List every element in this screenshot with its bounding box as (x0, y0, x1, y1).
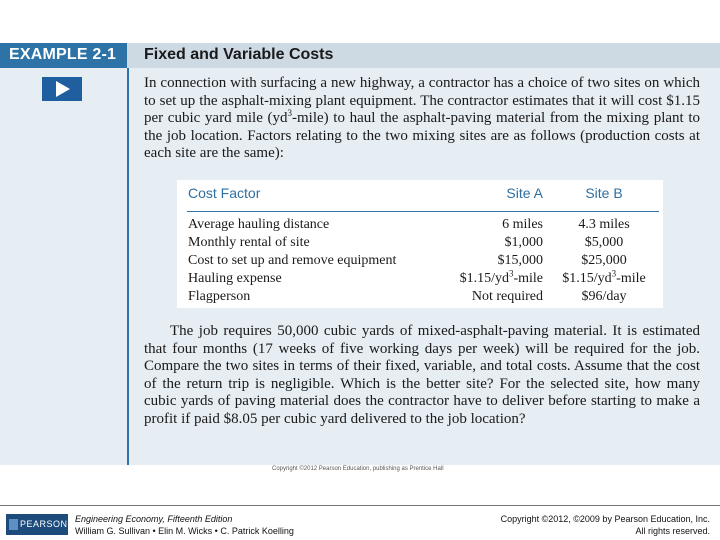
column-header-cost-factor: Cost Factor (188, 185, 261, 201)
problem-paragraph: The job requires 50,000 cubic yards of mixed-asphalt-paving material. It is estimated that four months (17 weeks of five working days per week) will be required for the job. Compare the two sites in terms of their fixed, variable, and total costs. Assume that the cost of the return trip is negligible. Which is the better site? For the selected site, how many cubic yards of paving material does the contractor have to deliver before starting to make a profit if paid $8.05 per cubic yard delivered to the job location? (144, 323, 700, 427)
table-row: Average hauling distance 6 miles 4.3 miles (188, 217, 630, 232)
cost-factor-table (177, 180, 663, 308)
pearson-logo (6, 514, 68, 535)
example-title: Fixed and Variable Costs (144, 46, 334, 63)
book-authors: William G. Sullivan • Elin M. Wicks • C. Patrick Koelling (75, 526, 294, 536)
example-label: EXAMPLE 2-1 (9, 46, 117, 63)
play-icon (42, 77, 82, 101)
table-row: Hauling expense $\$1.15/yd^3$-mile $\$1.15/yd^3$-mile (188, 268, 646, 286)
footer-copyright (501, 513, 710, 537)
example-label-bar (0, 43, 127, 68)
book-title: Engineering Economy, Fifteenth Edition (75, 514, 233, 524)
pearson-logo-text: PEARSON (20, 519, 68, 529)
rights-line: All rights reserved. (635, 526, 710, 536)
column-header-site-a: Site A (506, 185, 543, 201)
pearson-logo-icon (9, 519, 18, 530)
column-header-site-b: Site B (585, 185, 623, 201)
header-rule (187, 211, 659, 212)
table-row: Cost to set up and remove equipment $15,000 $25,000 (188, 253, 627, 268)
table-row: Flagperson Not required $96/day (188, 289, 627, 304)
footer-divider (0, 505, 720, 506)
image-credit: Copyright ©2012 Pearson Education, publishing as Prentice Hall (272, 466, 444, 472)
footer-book-info (75, 513, 294, 537)
copyright-line: Copyright ©2012, ©2009 by Pearson Education, Inc. (500, 514, 710, 524)
play-button[interactable] (42, 77, 82, 101)
title-bar (127, 43, 720, 68)
table-row: Monthly rental of site $1,000 $5,000 (188, 235, 624, 250)
vertical-divider (127, 68, 129, 465)
intro-paragraph: In connection with surfacing a new highway, a contractor has a choice of two sites on which to set up the asphalt-mixing plant equipment. The contractor estimates that it will cost $1.15 per cubic yard mile $(yd^3-mile)$ to haul the asphalt-paving material from the mixing plant to the job location. Factors relating to the two mixing sites are as follows (production costs at each site are the same): (144, 75, 700, 161)
